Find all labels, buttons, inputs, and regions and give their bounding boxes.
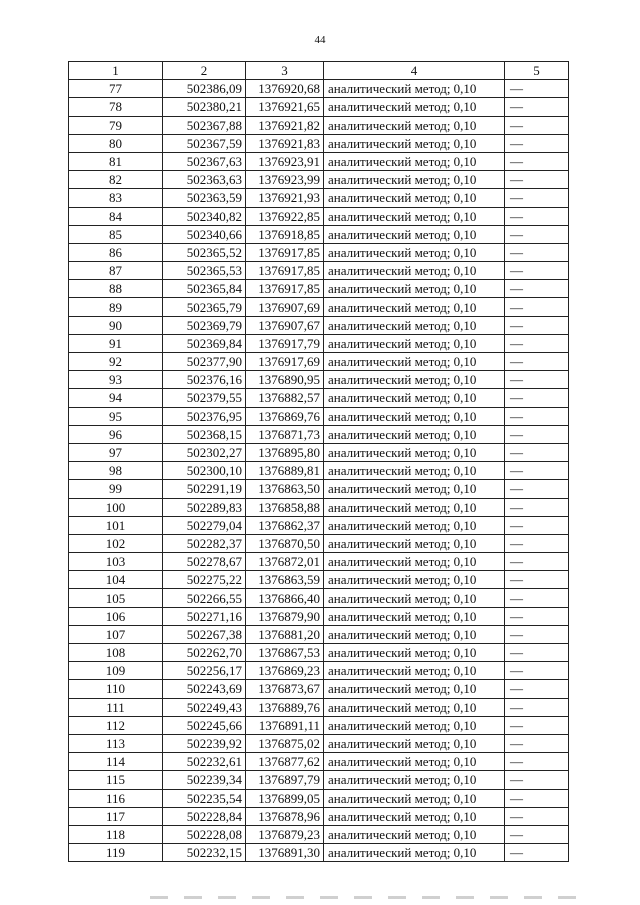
remark-cell: — (505, 807, 569, 825)
method-accuracy-cell: аналитический метод; 0,10 (324, 353, 505, 371)
x-coordinate-cell: 502271,16 (163, 607, 246, 625)
x-coordinate-cell: 502376,16 (163, 371, 246, 389)
x-coordinate-cell: 502278,67 (163, 553, 246, 571)
remark-cell: — (505, 425, 569, 443)
point-number-cell: 79 (69, 116, 163, 134)
x-coordinate-cell: 502289,83 (163, 498, 246, 516)
x-coordinate-cell: 502365,79 (163, 298, 246, 316)
method-accuracy-cell: аналитический метод; 0,10 (324, 280, 505, 298)
method-accuracy-cell: аналитический метод; 0,10 (324, 516, 505, 534)
x-coordinate-cell: 502363,59 (163, 189, 246, 207)
method-accuracy-cell: аналитический метод; 0,10 (324, 207, 505, 225)
column-header-2: 2 (163, 62, 246, 80)
y-coordinate-cell: 1376917,85 (246, 243, 324, 261)
x-coordinate-cell: 502267,38 (163, 625, 246, 643)
method-accuracy-cell: аналитический метод; 0,10 (324, 771, 505, 789)
method-accuracy-cell: аналитический метод; 0,10 (324, 589, 505, 607)
point-number-cell: 111 (69, 698, 163, 716)
remark-cell: — (505, 262, 569, 280)
point-number-cell: 114 (69, 753, 163, 771)
remark-cell: — (505, 116, 569, 134)
method-accuracy-cell: аналитический метод; 0,10 (324, 716, 505, 734)
remark-cell: — (505, 407, 569, 425)
y-coordinate-cell: 1376863,50 (246, 480, 324, 498)
x-coordinate-cell: 502379,55 (163, 389, 246, 407)
table-row (69, 389, 569, 407)
point-number-cell: 106 (69, 607, 163, 625)
remark-cell: — (505, 207, 569, 225)
y-coordinate-cell: 1376889,76 (246, 698, 324, 716)
table-row (69, 280, 569, 298)
y-coordinate-cell: 1376921,93 (246, 189, 324, 207)
y-coordinate-cell: 1376863,59 (246, 571, 324, 589)
point-number-cell: 107 (69, 625, 163, 643)
table-row (69, 789, 569, 807)
method-accuracy-cell: аналитический метод; 0,10 (324, 534, 505, 552)
x-coordinate-cell: 502365,53 (163, 262, 246, 280)
y-coordinate-cell: 1376891,11 (246, 716, 324, 734)
method-accuracy-cell: аналитический метод; 0,10 (324, 262, 505, 280)
remark-cell: — (505, 80, 569, 98)
remark-cell: — (505, 698, 569, 716)
table-row (69, 116, 569, 134)
y-coordinate-cell: 1376877,62 (246, 753, 324, 771)
point-number-cell: 97 (69, 443, 163, 461)
table-row (69, 807, 569, 825)
method-accuracy-cell: аналитический метод; 0,10 (324, 152, 505, 170)
method-accuracy-cell: аналитический метод; 0,10 (324, 98, 505, 116)
point-number-cell: 101 (69, 516, 163, 534)
x-coordinate-cell: 502235,54 (163, 789, 246, 807)
x-coordinate-cell: 502340,82 (163, 207, 246, 225)
table-row (69, 734, 569, 752)
x-coordinate-cell: 502243,69 (163, 680, 246, 698)
table-row (69, 262, 569, 280)
remark-cell: — (505, 353, 569, 371)
table-row (69, 553, 569, 571)
y-coordinate-cell: 1376858,88 (246, 498, 324, 516)
remark-cell: — (505, 771, 569, 789)
method-accuracy-cell: аналитический метод; 0,10 (324, 644, 505, 662)
x-coordinate-cell: 502228,84 (163, 807, 246, 825)
remark-cell: — (505, 662, 569, 680)
y-coordinate-cell: 1376869,76 (246, 407, 324, 425)
y-coordinate-cell: 1376869,23 (246, 662, 324, 680)
point-number-cell: 94 (69, 389, 163, 407)
x-coordinate-cell: 502291,19 (163, 480, 246, 498)
method-accuracy-cell: аналитический метод; 0,10 (324, 298, 505, 316)
table-row (69, 443, 569, 461)
x-coordinate-cell: 502249,43 (163, 698, 246, 716)
table-row (69, 371, 569, 389)
remark-cell: — (505, 753, 569, 771)
table-row (69, 716, 569, 734)
point-number-cell: 82 (69, 171, 163, 189)
method-accuracy-cell: аналитический метод; 0,10 (324, 734, 505, 752)
table-row (69, 753, 569, 771)
table-row (69, 171, 569, 189)
point-number-cell: 88 (69, 280, 163, 298)
y-coordinate-cell: 1376891,30 (246, 844, 324, 862)
point-number-cell: 87 (69, 262, 163, 280)
table-row (69, 771, 569, 789)
remark-cell: — (505, 371, 569, 389)
point-number-cell: 112 (69, 716, 163, 734)
point-number-cell: 93 (69, 371, 163, 389)
method-accuracy-cell: аналитический метод; 0,10 (324, 134, 505, 152)
method-accuracy-cell: аналитический метод; 0,10 (324, 407, 505, 425)
x-coordinate-cell: 502367,59 (163, 134, 246, 152)
point-number-cell: 99 (69, 480, 163, 498)
y-coordinate-cell: 1376907,67 (246, 316, 324, 334)
remark-cell: — (505, 498, 569, 516)
remark-cell: — (505, 334, 569, 352)
coordinates-table (68, 61, 569, 862)
remark-cell: — (505, 734, 569, 752)
point-number-cell: 90 (69, 316, 163, 334)
y-coordinate-cell: 1376890,95 (246, 371, 324, 389)
y-coordinate-cell: 1376920,68 (246, 80, 324, 98)
remark-cell: — (505, 171, 569, 189)
method-accuracy-cell: аналитический метод; 0,10 (324, 171, 505, 189)
point-number-cell: 113 (69, 734, 163, 752)
table-row (69, 698, 569, 716)
point-number-cell: 95 (69, 407, 163, 425)
table-row (69, 316, 569, 334)
column-header-1: 1 (69, 62, 163, 80)
y-coordinate-cell: 1376899,05 (246, 789, 324, 807)
table-row (69, 825, 569, 843)
point-number-cell: 91 (69, 334, 163, 352)
table-row (69, 298, 569, 316)
x-coordinate-cell: 502386,09 (163, 80, 246, 98)
x-coordinate-cell: 502275,22 (163, 571, 246, 589)
point-number-cell: 77 (69, 80, 163, 98)
x-coordinate-cell: 502302,27 (163, 443, 246, 461)
remark-cell: — (505, 243, 569, 261)
x-coordinate-cell: 502266,55 (163, 589, 246, 607)
remark-cell: — (505, 189, 569, 207)
x-coordinate-cell: 502340,66 (163, 225, 246, 243)
method-accuracy-cell: аналитический метод; 0,10 (324, 789, 505, 807)
y-coordinate-cell: 1376895,80 (246, 443, 324, 461)
y-coordinate-cell: 1376873,67 (246, 680, 324, 698)
y-coordinate-cell: 1376917,69 (246, 353, 324, 371)
remark-cell: — (505, 625, 569, 643)
x-coordinate-cell: 502239,34 (163, 771, 246, 789)
y-coordinate-cell: 1376879,23 (246, 825, 324, 843)
method-accuracy-cell: аналитический метод; 0,10 (324, 443, 505, 461)
point-number-cell: 104 (69, 571, 163, 589)
point-number-cell: 81 (69, 152, 163, 170)
page-number: 44 (314, 34, 326, 46)
remark-cell: — (505, 607, 569, 625)
table-row (69, 425, 569, 443)
y-coordinate-cell: 1376866,40 (246, 589, 324, 607)
y-coordinate-cell: 1376889,81 (246, 462, 324, 480)
method-accuracy-cell: аналитический метод; 0,10 (324, 625, 505, 643)
method-accuracy-cell: аналитический метод; 0,10 (324, 753, 505, 771)
x-coordinate-cell: 502279,04 (163, 516, 246, 534)
remark-cell: — (505, 134, 569, 152)
x-coordinate-cell: 502365,84 (163, 280, 246, 298)
remark-cell: — (505, 98, 569, 116)
remark-cell: — (505, 298, 569, 316)
remark-cell: — (505, 480, 569, 498)
y-coordinate-cell: 1376917,79 (246, 334, 324, 352)
table-row (69, 98, 569, 116)
remark-cell: — (505, 152, 569, 170)
method-accuracy-cell: аналитический метод; 0,10 (324, 680, 505, 698)
table-row (69, 498, 569, 516)
table-row (69, 462, 569, 480)
table-row (69, 589, 569, 607)
remark-cell: — (505, 316, 569, 334)
table-row (69, 571, 569, 589)
method-accuracy-cell: аналитический метод; 0,10 (324, 698, 505, 716)
point-number-cell: 89 (69, 298, 163, 316)
x-coordinate-cell: 502232,61 (163, 753, 246, 771)
y-coordinate-cell: 1376878,96 (246, 807, 324, 825)
y-coordinate-cell: 1376921,65 (246, 98, 324, 116)
y-coordinate-cell: 1376918,85 (246, 225, 324, 243)
table-row (69, 662, 569, 680)
column-header-5: 5 (505, 62, 569, 80)
remark-cell: — (505, 225, 569, 243)
method-accuracy-cell: аналитический метод; 0,10 (324, 844, 505, 862)
x-coordinate-cell: 502377,90 (163, 353, 246, 371)
x-coordinate-cell: 502262,70 (163, 644, 246, 662)
y-coordinate-cell: 1376862,37 (246, 516, 324, 534)
x-coordinate-cell: 502282,37 (163, 534, 246, 552)
table-row (69, 644, 569, 662)
y-coordinate-cell: 1376921,83 (246, 134, 324, 152)
x-coordinate-cell: 502228,08 (163, 825, 246, 843)
point-number-cell: 83 (69, 189, 163, 207)
x-coordinate-cell: 502367,88 (163, 116, 246, 134)
method-accuracy-cell: аналитический метод; 0,10 (324, 807, 505, 825)
method-accuracy-cell: аналитический метод; 0,10 (324, 334, 505, 352)
table-row (69, 407, 569, 425)
table-row (69, 625, 569, 643)
method-accuracy-cell: аналитический метод; 0,10 (324, 662, 505, 680)
y-coordinate-cell: 1376882,57 (246, 389, 324, 407)
method-accuracy-cell: аналитический метод; 0,10 (324, 498, 505, 516)
x-coordinate-cell: 502363,63 (163, 171, 246, 189)
y-coordinate-cell: 1376870,50 (246, 534, 324, 552)
point-number-cell: 117 (69, 807, 163, 825)
remark-cell: — (505, 844, 569, 862)
y-coordinate-cell: 1376922,85 (246, 207, 324, 225)
remark-cell: — (505, 534, 569, 552)
table-row (69, 152, 569, 170)
point-number-cell: 110 (69, 680, 163, 698)
method-accuracy-cell: аналитический метод; 0,10 (324, 189, 505, 207)
point-number-cell: 85 (69, 225, 163, 243)
footer-text-fragment (150, 896, 590, 899)
table-row (69, 534, 569, 552)
method-accuracy-cell: аналитический метод; 0,10 (324, 480, 505, 498)
table-row (69, 516, 569, 534)
table-row (69, 225, 569, 243)
point-number-cell: 119 (69, 844, 163, 862)
y-coordinate-cell: 1376871,73 (246, 425, 324, 443)
x-coordinate-cell: 502232,15 (163, 844, 246, 862)
column-header-4: 4 (324, 62, 505, 80)
x-coordinate-cell: 502367,63 (163, 152, 246, 170)
point-number-cell: 109 (69, 662, 163, 680)
point-number-cell: 100 (69, 498, 163, 516)
y-coordinate-cell: 1376907,69 (246, 298, 324, 316)
method-accuracy-cell: аналитический метод; 0,10 (324, 553, 505, 571)
x-coordinate-cell: 502245,66 (163, 716, 246, 734)
remark-cell: — (505, 571, 569, 589)
y-coordinate-cell: 1376875,02 (246, 734, 324, 752)
table-row (69, 207, 569, 225)
table-header-row (69, 62, 569, 80)
remark-cell: — (505, 462, 569, 480)
remark-cell: — (505, 280, 569, 298)
method-accuracy-cell: аналитический метод; 0,10 (324, 425, 505, 443)
point-number-cell: 80 (69, 134, 163, 152)
x-coordinate-cell: 502239,92 (163, 734, 246, 752)
table-row (69, 334, 569, 352)
remark-cell: — (505, 443, 569, 461)
table-row (69, 80, 569, 98)
y-coordinate-cell: 1376897,79 (246, 771, 324, 789)
point-number-cell: 78 (69, 98, 163, 116)
y-coordinate-cell: 1376867,53 (246, 644, 324, 662)
point-number-cell: 118 (69, 825, 163, 843)
x-coordinate-cell: 502256,17 (163, 662, 246, 680)
point-number-cell: 115 (69, 771, 163, 789)
x-coordinate-cell: 502380,21 (163, 98, 246, 116)
remark-cell: — (505, 716, 569, 734)
table-row (69, 353, 569, 371)
y-coordinate-cell: 1376923,91 (246, 152, 324, 170)
method-accuracy-cell: аналитический метод; 0,10 (324, 116, 505, 134)
column-header-3: 3 (246, 62, 324, 80)
y-coordinate-cell: 1376879,90 (246, 607, 324, 625)
method-accuracy-cell: аналитический метод; 0,10 (324, 316, 505, 334)
y-coordinate-cell: 1376917,85 (246, 280, 324, 298)
table-row (69, 680, 569, 698)
method-accuracy-cell: аналитический метод; 0,10 (324, 389, 505, 407)
remark-cell: — (505, 553, 569, 571)
point-number-cell: 92 (69, 353, 163, 371)
x-coordinate-cell: 502368,15 (163, 425, 246, 443)
x-coordinate-cell: 502376,95 (163, 407, 246, 425)
y-coordinate-cell: 1376921,82 (246, 116, 324, 134)
point-number-cell: 108 (69, 644, 163, 662)
point-number-cell: 103 (69, 553, 163, 571)
table-body (69, 80, 569, 862)
y-coordinate-cell: 1376917,85 (246, 262, 324, 280)
table-row (69, 134, 569, 152)
table-row (69, 189, 569, 207)
table-row (69, 480, 569, 498)
point-number-cell: 98 (69, 462, 163, 480)
method-accuracy-cell: аналитический метод; 0,10 (324, 371, 505, 389)
method-accuracy-cell: аналитический метод; 0,10 (324, 825, 505, 843)
method-accuracy-cell: аналитический метод; 0,10 (324, 607, 505, 625)
point-number-cell: 105 (69, 589, 163, 607)
table-row (69, 844, 569, 862)
remark-cell: — (505, 644, 569, 662)
method-accuracy-cell: аналитический метод; 0,10 (324, 571, 505, 589)
x-coordinate-cell: 502369,79 (163, 316, 246, 334)
y-coordinate-cell: 1376923,99 (246, 171, 324, 189)
remark-cell: — (505, 825, 569, 843)
point-number-cell: 116 (69, 789, 163, 807)
table-row (69, 607, 569, 625)
table-row (69, 243, 569, 261)
point-number-cell: 86 (69, 243, 163, 261)
method-accuracy-cell: аналитический метод; 0,10 (324, 462, 505, 480)
remark-cell: — (505, 516, 569, 534)
point-number-cell: 84 (69, 207, 163, 225)
x-coordinate-cell: 502365,52 (163, 243, 246, 261)
method-accuracy-cell: аналитический метод; 0,10 (324, 80, 505, 98)
y-coordinate-cell: 1376881,20 (246, 625, 324, 643)
remark-cell: — (505, 389, 569, 407)
point-number-cell: 96 (69, 425, 163, 443)
x-coordinate-cell: 502369,84 (163, 334, 246, 352)
y-coordinate-cell: 1376872,01 (246, 553, 324, 571)
remark-cell: — (505, 680, 569, 698)
remark-cell: — (505, 789, 569, 807)
method-accuracy-cell: аналитический метод; 0,10 (324, 225, 505, 243)
remark-cell: — (505, 589, 569, 607)
method-accuracy-cell: аналитический метод; 0,10 (324, 243, 505, 261)
x-coordinate-cell: 502300,10 (163, 462, 246, 480)
point-number-cell: 102 (69, 534, 163, 552)
